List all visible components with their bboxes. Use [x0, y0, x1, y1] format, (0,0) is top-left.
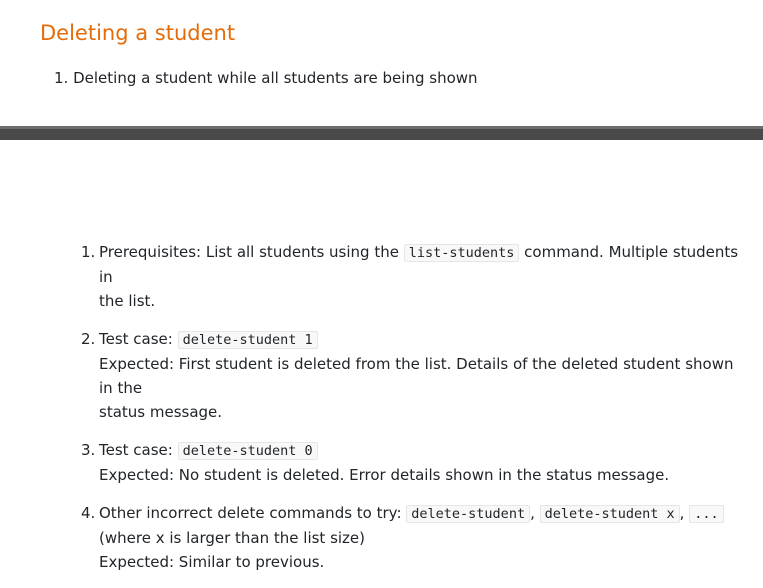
step-number: 3.: [81, 441, 96, 459]
expected-line: Expected: No student is deleted. Error details shown in the status message.: [99, 466, 670, 484]
test-steps-list: [81, 240, 741, 588]
expected-line: Expected: First student is deleted from the list. Details of the deleted student shown in the: [99, 355, 734, 397]
step-line: [99, 501, 741, 526]
code-delete-student: delete-student: [406, 505, 530, 523]
expected-line: status message.: [99, 403, 223, 421]
divider-highlight: [0, 126, 763, 129]
code-delete-student-1: delete-student 1: [178, 331, 318, 349]
step-test-case-0: [81, 438, 741, 487]
step-text: Prerequisites: List all students using the: [99, 243, 404, 261]
step-number: 1.: [81, 243, 96, 261]
step-test-case-1: [81, 327, 741, 424]
code-list-students: list-students: [404, 244, 520, 262]
step-label: Test case:: [99, 330, 178, 348]
step-line: [99, 240, 741, 289]
step-line: [99, 438, 741, 463]
outer-list-number: 1.: [54, 69, 69, 87]
step-line: [99, 327, 741, 352]
section-heading: Deleting a student: [40, 21, 236, 45]
step-line: (where x is larger than the list size): [99, 529, 366, 547]
outer-list-item: [54, 67, 478, 89]
image-divider-bar: [0, 126, 763, 140]
step-number: 2.: [81, 330, 96, 348]
separator: ,: [679, 504, 690, 522]
code-delete-student-0: delete-student 0: [178, 442, 318, 460]
step-text: command. Multiple students in: [99, 243, 739, 286]
step-line: the list.: [99, 292, 156, 310]
separator: ,: [530, 504, 540, 522]
step-number: 4.: [81, 504, 96, 522]
step-label: Test case:: [99, 441, 178, 459]
step-label: Other incorrect delete commands to try:: [99, 504, 407, 522]
expected-line: Expected: Similar to previous.: [99, 553, 325, 571]
step-incorrect-commands: [81, 501, 741, 574]
step-prerequisites: [81, 240, 741, 313]
outer-list-text: Deleting a student while all students are being shown: [73, 69, 478, 87]
code-ellipsis: ...: [689, 505, 723, 523]
code-delete-student-x: delete-student x: [540, 505, 680, 523]
